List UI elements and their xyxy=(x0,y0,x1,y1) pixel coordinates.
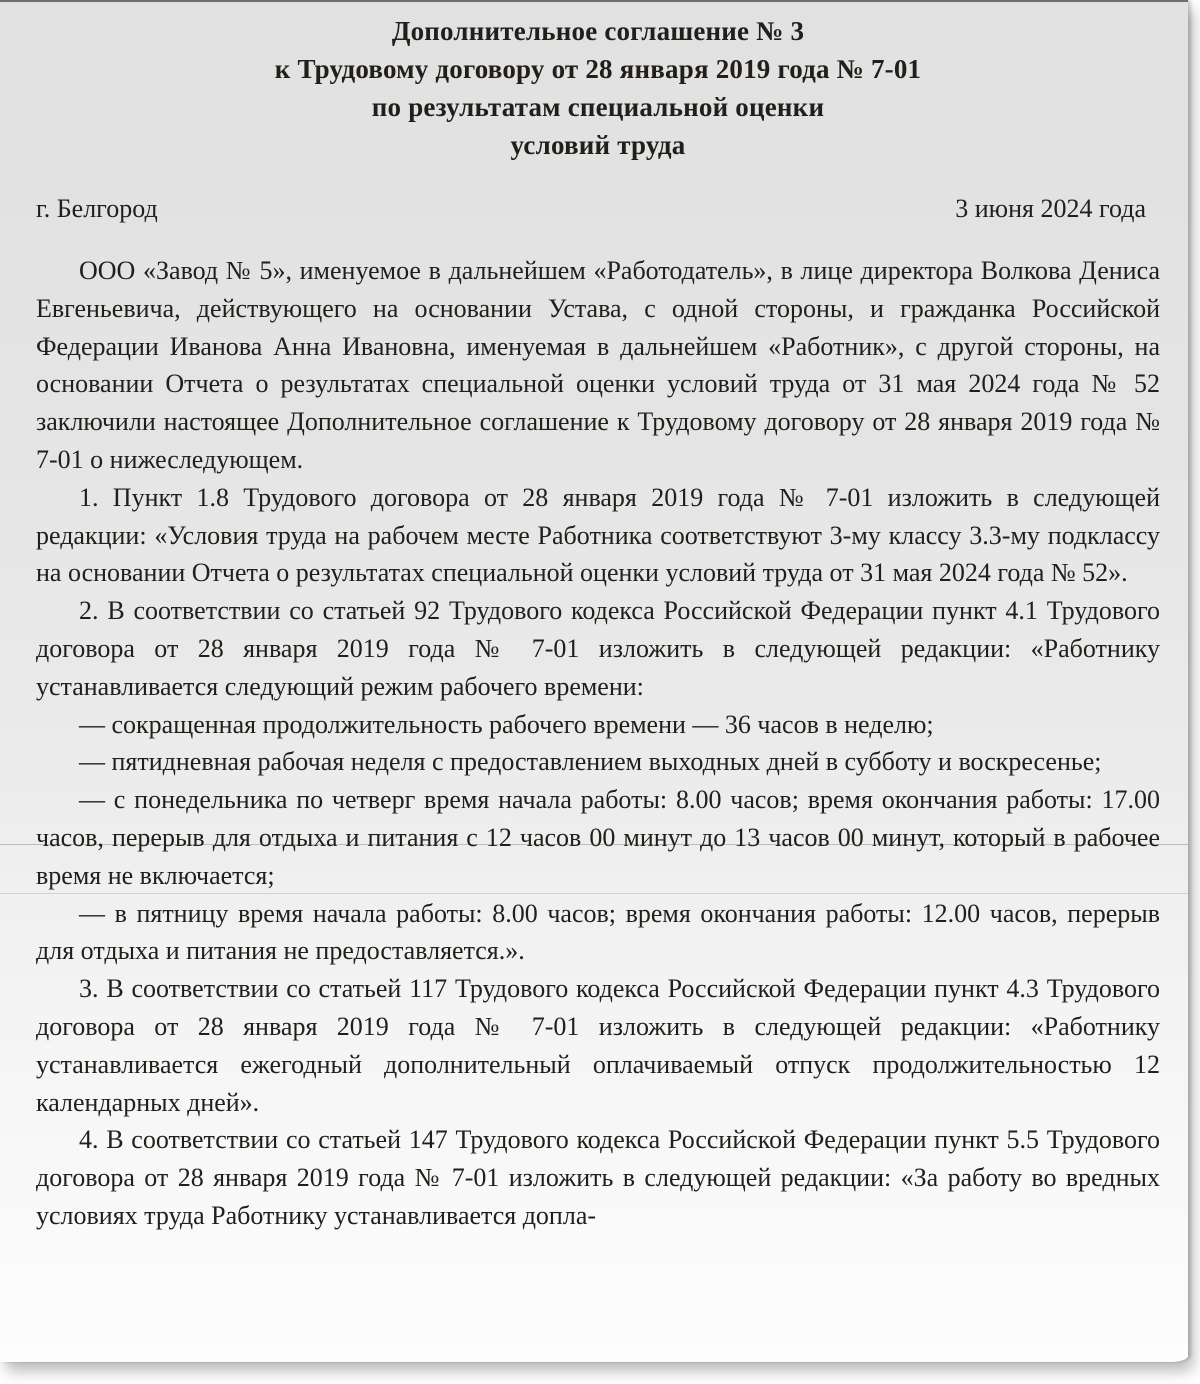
clause-2-item: — в пятницу время начала работы: 8.00 часов; время окончания работы: 12.00 часов, перерыв для отдыха и питания не предоставляется.». xyxy=(36,898,1160,966)
clause-4: 4. В соответствии со статьей 147 Трудового кодекса Российской Федерации пункт 5.5 Трудового договора от 28 января 2019 года № 7-01 изложить в следующей редакции: «За работу во вредных условиях труда Работнику устанавливается допла- xyxy=(36,1125,1160,1230)
document-title xyxy=(36,12,1160,164)
title-line: условий труда xyxy=(510,130,686,160)
document-content xyxy=(36,12,1160,1235)
title-line: по результатам специальной оценки xyxy=(371,92,825,122)
clause-2-item: — пятидневная рабочая неделя с предоставлением выходных дней в субботу и воскресенье; xyxy=(79,747,1102,777)
title-line: Дополнительное соглашение № 3 xyxy=(391,16,805,46)
clause-2-item: — с понедельника по четверг время начала работы: 8.00 часов; время окончания работы: 17.00 часов, перерыв для отдыха и питания с 12 часов 00 минут до 13 часов 00 минут, который в рабочее время не включается; xyxy=(36,785,1160,890)
clause-1: 1. Пункт 1.8 Трудового договора от 28 января 2019 года № 7-01 изложить в следующей редакции: «Условия труда на рабочем месте Работника соответствуют 3-му классу 3.3-му подклассу на основании Отчета о результатах специальной оценки условий труда от 31 мая 2024 года № 52». xyxy=(36,482,1160,588)
clause-2: 2. В соответствии со статьей 92 Трудового кодекса Российской Федерации пункт 4.1 Трудового договора от 28 января 2019 года № 7-01 изложить в следующей редакции: «Работнику устанавливается следующий режим рабочего времени: xyxy=(36,596,1160,701)
place-date-row xyxy=(36,192,1160,226)
clause-2-item: — сокращенная продолжительность рабочего времени — 36 часов в неделю; xyxy=(79,709,934,739)
document-body xyxy=(36,252,1160,1235)
title-line: к Трудовому договору от 28 января 2019 года № 7-01 xyxy=(274,54,922,84)
preamble-paragraph: ООО «Завод № 5», именуемое в дальнейшем «Работодатель», в лице директора Волкова Дениса Евгеньевича, действующего на основании Устава, с одной стороны, и гражданка Российской Федерации Иванова Анна Ивановна, именуемая в дальнейшем «Работник», с другой стороны, на основании Отчета о результатах специальной оценки условий труда от 31 мая 2024 года № 52 заключили настоящее Дополнительное соглашение к Трудовому договору от 28 января 2019 года № 7-01 о нижеследующем. xyxy=(36,256,1160,474)
date: 3 июня 2024 года xyxy=(955,194,1146,223)
clause-3: 3. В соответствии со статьей 117 Трудового кодекса Российской Федерации пункт 4.3 Трудового договора от 28 января 2019 года № 7-01 изложить в следующей редакции: «Работнику устанавливается ежегодный дополнительный оплачиваемый отпуск продолжительностью 12 календарных дней». xyxy=(36,974,1160,1117)
place: г. Белгород xyxy=(36,194,158,223)
